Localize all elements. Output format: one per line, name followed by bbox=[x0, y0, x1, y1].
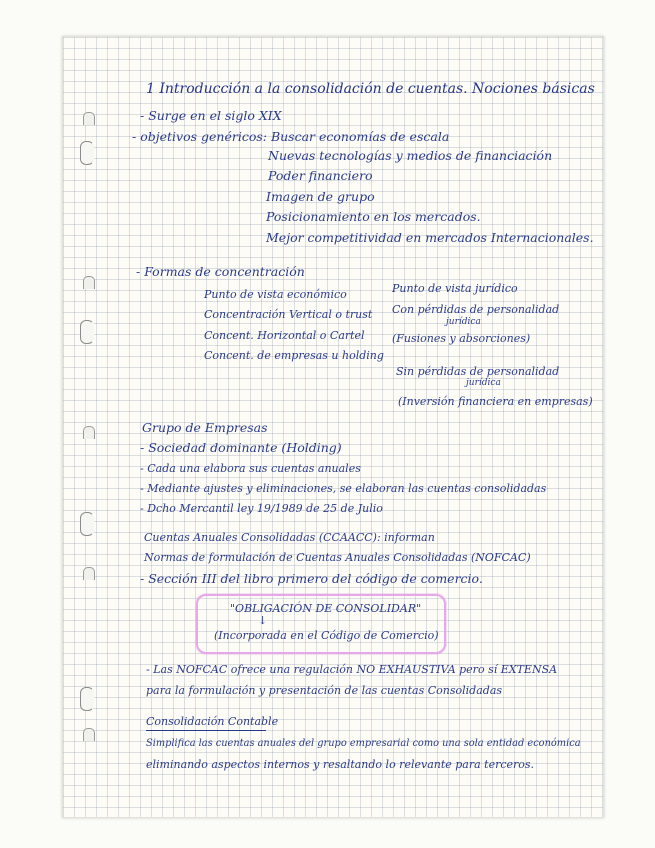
arrow-down-icon: ↓ bbox=[258, 614, 268, 627]
note-line: Imagen de grupo bbox=[266, 189, 375, 204]
note-line: jurídica bbox=[466, 378, 501, 388]
note-line: para la formulación y presentación de las cuentas Consolidadas bbox=[146, 684, 503, 697]
binder-hole-icon bbox=[80, 141, 94, 165]
binder-hole-icon bbox=[80, 512, 94, 536]
note-line: - Cada una elabora sus cuentas anuales bbox=[140, 462, 361, 475]
note-line: - Surge en el siglo XIX bbox=[140, 108, 282, 123]
note-line: Punto de vista jurídico bbox=[392, 282, 518, 295]
note-line: - objetivos genéricos: Buscar economías de escala bbox=[132, 129, 450, 144]
note-line: (Inversión financiera en empresas) bbox=[398, 395, 593, 408]
note-line: Mejor competitividad en mercados Internacionales. bbox=[266, 230, 594, 245]
section-title: 1 Introducción a la consolidación de cuentas. Nociones básicas bbox=[146, 81, 595, 97]
note-line: jurídica bbox=[446, 317, 481, 327]
note-line: eliminando aspectos internos y resaltando lo relevante para terceros. bbox=[146, 758, 535, 771]
underline bbox=[146, 730, 266, 731]
note-line: Nuevas tecnologías y medios de financiación bbox=[268, 148, 553, 163]
note-line: Concent. de empresas u holding bbox=[204, 349, 384, 362]
note-line: "OBLIGACIÓN DE CONSOLIDAR" bbox=[230, 602, 422, 615]
binder-hole-icon bbox=[83, 426, 95, 439]
note-line: Poder financiero bbox=[268, 168, 373, 183]
note-line: Con pérdidas de personalidad bbox=[392, 303, 560, 316]
note-line: Posicionamiento en los mercados. bbox=[266, 209, 481, 224]
note-line: - Mediante ajustes y eliminaciones, se elaboran las cuentas consolidadas bbox=[140, 482, 547, 495]
note-line: Simplifica las cuentas anuales del grupo empresarial como una sola entidad económica bbox=[146, 738, 581, 749]
note-line: (Incorporada en el Código de Comercio) bbox=[214, 629, 439, 642]
note-line: Cuentas Anuales Consolidadas (CCAACC): informan bbox=[144, 531, 435, 544]
binder-hole-icon bbox=[80, 687, 94, 711]
note-line: Normas de formulación de Cuentas Anuales Consolidadas (NOFCAC) bbox=[144, 551, 531, 564]
note-line: - Las NOFCAC ofrece una regulación NO EXHAUSTIVA pero sí EXTENSA bbox=[146, 663, 558, 676]
binder-hole-icon bbox=[83, 728, 95, 741]
note-line: Punto de vista económico bbox=[204, 288, 347, 301]
binder-hole-icon bbox=[83, 276, 95, 289]
note-line: - Sección III del libro primero del código de comercio. bbox=[140, 571, 483, 586]
note-line: Concent. Horizontal o Cartel bbox=[204, 329, 365, 342]
binder-hole-icon bbox=[83, 567, 95, 580]
note-line: (Fusiones y absorciones) bbox=[392, 332, 531, 345]
binder-hole-icon bbox=[83, 112, 95, 125]
binder-hole-icon bbox=[80, 320, 94, 344]
note-line: Grupo de Empresas bbox=[142, 420, 268, 435]
note-line: Concentración Vertical o trust bbox=[204, 308, 373, 321]
note-line: Consolidación Contable bbox=[146, 715, 279, 728]
note-line: - Dcho Mercantil ley 19/1989 de 25 de Julio bbox=[140, 502, 383, 515]
note-line: - Sociedad dominante (Holding) bbox=[140, 440, 342, 455]
note-line: Sin pérdidas de personalidad bbox=[396, 365, 560, 378]
note-line: - Formas de concentración bbox=[136, 264, 305, 279]
